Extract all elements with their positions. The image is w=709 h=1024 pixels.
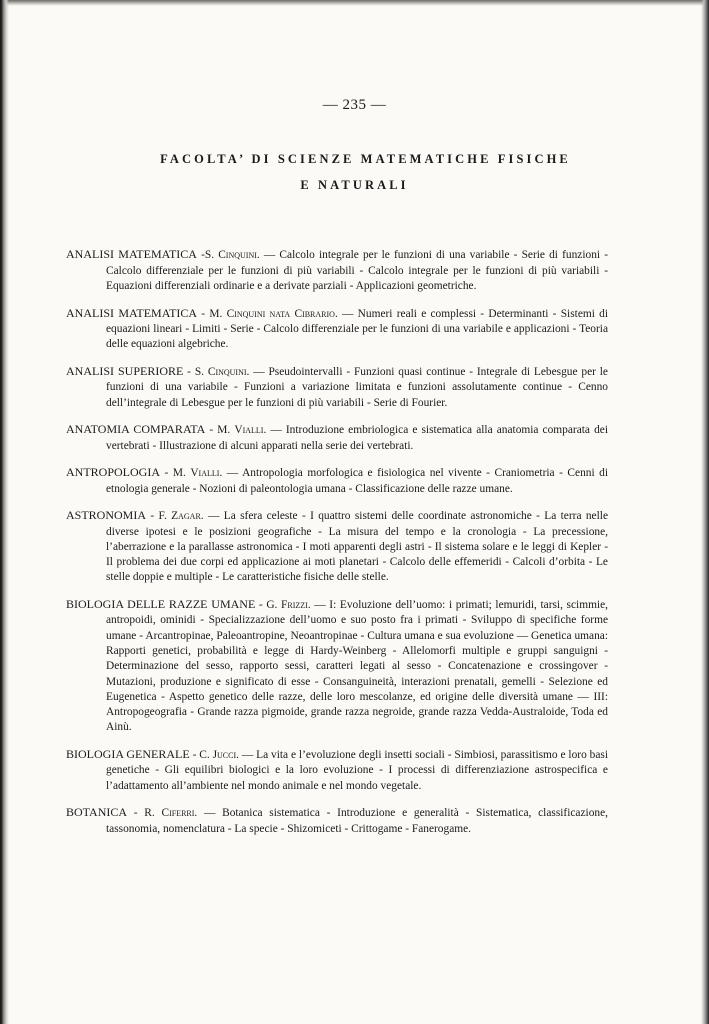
faculty-heading-line2: E NATURALI — [300, 178, 409, 192]
teacher-surname: Vialli — [190, 467, 220, 480]
course-entry — [66, 247, 608, 294]
teacher-initial: -S. — [196, 249, 219, 262]
teacher-surname: Zagar — [171, 510, 201, 523]
teacher-surname: Cinquini — [207, 365, 247, 378]
page-number: — 235 — — [322, 97, 387, 113]
course-subject: ANALISI MATEMATICA — [66, 247, 197, 262]
teacher-initial: - M. — [205, 424, 235, 437]
teacher-initial: - F. — [146, 510, 172, 523]
course-subject: ANTROPOLOGIA — [66, 465, 160, 480]
teacher-surname: Cinquini nata Cibrario — [226, 307, 335, 320]
course-description: . — Pseudointervalli - Funzioni quasi continue - Integrale di Lebesgue per le funzioni di una variabile - Funzioni a variazione limitata e funzioni assolutamente continue - Cenno dell’integrale di Lebesgue per le funzioni di più variabili - Serie di Fourier. — [106, 365, 608, 409]
teacher-initial: - R. — [127, 807, 162, 820]
course-entry — [66, 465, 608, 497]
course-description: . — La sfera celeste - I quattro sistemi delle coordinate astronomiche - La terra nelle diverse ipotesi e le posizioni geografiche - La misura del tempo e la cronologia - La precessione, l’aberrazione e la parallasse astronomica - I moti apparenti degli astri - Il sistema solare e le leggi di Kepler - Il problema dei due corpi ed applicazione ai moti planetari - Calcolo delle effemeridi - Calcoli d’orbita - Le stelle doppie e multiple - Le caratteristiche fisiche delle stelle. — [106, 510, 608, 584]
teacher-initial: - M. — [197, 307, 227, 320]
course-list — [66, 236, 608, 845]
course-entry — [66, 508, 608, 585]
course-description: . — Numeri reali e complessi - Determinanti - Sistemi di equazioni lineari - Limiti - Serie - Calcolo differenziale per le funzioni di una variabile e applicazioni - Teoria delle equazioni algebriche. — [106, 307, 609, 351]
course-entry — [66, 306, 608, 353]
course-entry — [66, 597, 608, 736]
course-entry — [66, 422, 608, 454]
course-description: . — Botanica sistematica - Introduzione e generalità - Sistematica, classificazione, tassonomia, nomenclatura - La specie - Shizomiceti - Crittogame - Fanerogame. — [106, 807, 608, 835]
course-entry — [66, 805, 608, 837]
course-description: . — Introduzione embriologica e sistematica alla anatomia comparata dei vertebrati - Illustrazione di alcuni apparati nella serie dei vertebrati. — [106, 424, 608, 452]
teacher-surname: Jucci — [212, 749, 237, 762]
teacher-surname: Frizzi — [281, 599, 308, 612]
course-description: . — Antropologia morfologica e fisiologica nel vivente - Craniometria - Cenni di etnologia generale - Nozioni di paleontologia umana - Classificazione delle razze umane. — [106, 467, 608, 495]
teacher-initial: - C. — [189, 749, 213, 762]
course-description: . — Calcolo integrale per le funzioni di una variabile - Serie di funzioni - Calcolo differenziale per le funzioni di più variabili - Calcolo integrale per le funzioni di più variabili - Equazioni differenziali ordinarie e a derivate parziali - Applicazioni geometriche. — [106, 249, 608, 292]
course-description: . — I: Evoluzione dell’uomo: i primati; lemuridi, tarsi, scimmie, antropoidi, ominidi - Specializzazione dell’uomo e suo posto fra i primati - Sviluppo di specifiche forme umane - Arcantropinae, Paleoantropine, Neoantropinae - Cultura umana e sua evoluzione — Genetica umana: Rapporti genetici, probabilità e legge di Hardy-Weinberg - Allelomorfi multiple e gruppi sanguigni - Determinazione del sesso, rapporto sessi, caratteri legati al sesso - Concatenazione e crossingover - Mutazioni, produzione e significato di esse - Consanguineità, interazioni prenatali, gemelli - Selezione ed Eugenetica - Aspetto genetico delle razze, delle loro mescolanze, ed origine delle diversità umane — III: Antropogeografia - Grande razza pigmoide, grande razza negroide, grande razza Vedda-Australoide, Toda ed Ainù. — [106, 599, 608, 734]
teacher-surname: Vialli — [234, 424, 264, 437]
course-subject: ANATOMIA COMPARATA — [66, 422, 206, 437]
course-entry — [66, 364, 608, 411]
course-subject: ANALISI SUPERIORE — [66, 363, 184, 378]
course-description: . — La vita e l’evoluzione degli insetti sociali - Simbiosi, parassitismo e loro basi genetiche - Gli equilibri biologici e la loro evoluzione - I processi di differenziazione astrospecifica e l’adattamento all’ambiente nel mondo animale e nel mondo vegetale. — [106, 749, 608, 792]
course-entry — [66, 747, 608, 794]
course-subject: BIOLOGIA DELLE RAZZE UMANE — [66, 597, 256, 612]
teacher-initial: - G. — [255, 599, 282, 612]
scan-left-edge — [0, 0, 9, 1024]
teacher-surname: Cinquini — [218, 249, 257, 262]
scan-top-edge — [0, 0, 709, 6]
course-subject: ANALISI MATEMATICA — [66, 305, 198, 320]
course-subject: BOTANICA — [66, 805, 128, 820]
teacher-initial: - M. — [160, 467, 191, 480]
faculty-heading-line1: FACOLTA’ DI SCIENZE MATEMATICHE FISICHE — [160, 152, 571, 166]
teacher-initial: - S. — [183, 365, 208, 378]
course-subject: BIOLOGIA GENERALE — [66, 747, 190, 762]
teacher-surname: Ciferri — [161, 807, 195, 820]
course-subject: ASTRONOMIA — [66, 508, 147, 523]
